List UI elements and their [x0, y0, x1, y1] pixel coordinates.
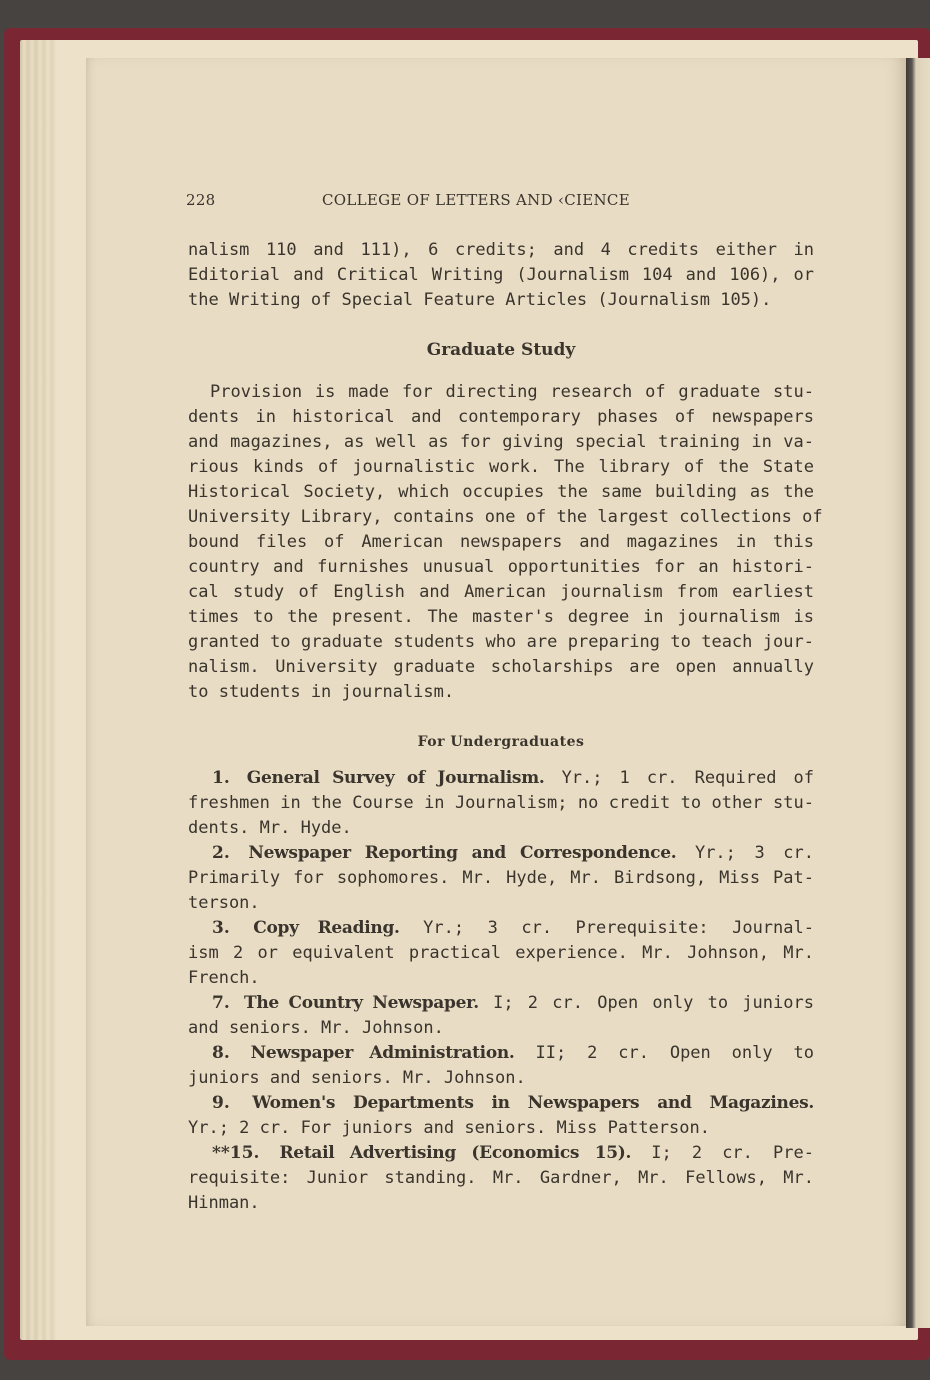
intro-paragraph	[188, 238, 814, 313]
text-line: terson.	[188, 893, 260, 913]
course-number: **15.	[212, 1143, 260, 1163]
text-line: requisite: Junior standing. Mr. Gardner, Mr. Fellows, Mr.	[188, 1168, 814, 1188]
course-number: 1.	[212, 768, 230, 788]
text-line: University Library, contains one of the largest collections of	[188, 507, 823, 527]
course-details: II; 2 cr. Open only to	[535, 1043, 814, 1063]
text-line: Historical Society, which occupies the same building as the	[188, 482, 814, 502]
text-line: Primarily for sophomores. Mr. Hyde, Mr. Birdsong, Miss Pat-	[188, 868, 814, 888]
text-line: dents in historical and contemporary phases of newspapers	[188, 407, 814, 427]
text-line: bound files of American newspapers and magazines in this	[188, 532, 814, 552]
course-details: I; 2 cr. Open only to juniors	[493, 993, 814, 1013]
text-line: times to the present. The master's degree in journalism is	[188, 607, 814, 627]
course-title: Copy Reading.	[253, 918, 400, 938]
graduate-paragraph	[188, 380, 823, 705]
text-line: dents. Mr. Hyde.	[188, 818, 352, 838]
page-number: 228	[186, 191, 216, 209]
course-number: 3.	[212, 918, 230, 938]
course-title: General Survey of Journalism.	[246, 768, 545, 788]
text-line: Hinman.	[188, 1193, 260, 1213]
text-line: Provision is made for directing research of graduate stu-	[210, 382, 814, 402]
text-line: Yr.; 2 cr. For juniors and seniors. Miss Patterson.	[188, 1118, 710, 1138]
graduate-study-heading: Graduate Study	[426, 340, 576, 360]
text-line: cal study of English and American journalism from earliest	[188, 582, 814, 602]
text-line: freshmen in the Course in Journalism; no credit to other stu-	[188, 793, 814, 813]
course-details: I; 2 cr. Pre-	[651, 1143, 814, 1163]
course-details: Yr.; 1 cr. Required of	[561, 768, 814, 788]
text-line: rious kinds of journalistic work. The library of the State	[188, 457, 814, 477]
course-entry-7	[188, 991, 814, 1016]
text-line: the Writing of Special Feature Articles (Journalism 105).	[188, 290, 772, 310]
course-details: Yr.; 3 cr.	[694, 843, 814, 863]
undergraduates-heading: For Undergraduates	[417, 734, 585, 750]
text-line: granted to graduate students who are preparing to teach jour-	[188, 632, 814, 652]
course-number: 9.	[212, 1093, 230, 1113]
course-entry-2	[188, 841, 814, 866]
text-line: juniors and seniors. Mr. Johnson.	[188, 1068, 526, 1088]
course-list	[188, 766, 814, 1216]
text-line: French.	[188, 968, 260, 988]
course-number: 2.	[212, 843, 230, 863]
course-entry-9	[188, 1091, 814, 1116]
text-line: ism 2 or equivalent practical experience. Mr. Johnson, Mr.	[188, 943, 814, 963]
course-title: Women's Departments in Newspapers and Magazines.	[252, 1093, 814, 1113]
text-line: nalism 110 and 111), 6 credits; and 4 credits either in	[188, 240, 814, 260]
text-line: Editorial and Critical Writing (Journalism 104 and 106), or	[188, 265, 814, 285]
course-entry-1	[188, 766, 814, 791]
course-title: Newspaper Reporting and Correspondence.	[248, 843, 677, 863]
facing-page-edge	[906, 58, 930, 1328]
course-title: Newspaper Administration.	[250, 1043, 515, 1063]
text-line: to students in journalism.	[188, 682, 455, 702]
text-line: nalism. University graduate scholarships are open annually	[188, 657, 814, 677]
text-line: and magazines, as well as for giving special training in va-	[188, 432, 814, 452]
text-line: country and furnishes unusual opportunities for an histori-	[188, 557, 814, 577]
running-title: COLLEGE OF LETTERS AND ‹CIENCE	[322, 191, 630, 209]
course-number: 7.	[212, 993, 230, 1013]
course-entry-15	[188, 1141, 814, 1166]
text-line: and seniors. Mr. Johnson.	[188, 1018, 444, 1038]
course-title: The Country Newspaper.	[244, 993, 479, 1013]
course-title: Retail Advertising (Economics 15).	[279, 1143, 632, 1163]
course-entry-3	[188, 916, 814, 941]
course-entry-8	[188, 1041, 814, 1066]
course-number: 8.	[212, 1043, 230, 1063]
course-details: Yr.; 3 cr. Prerequisite: Journal-	[423, 918, 814, 938]
